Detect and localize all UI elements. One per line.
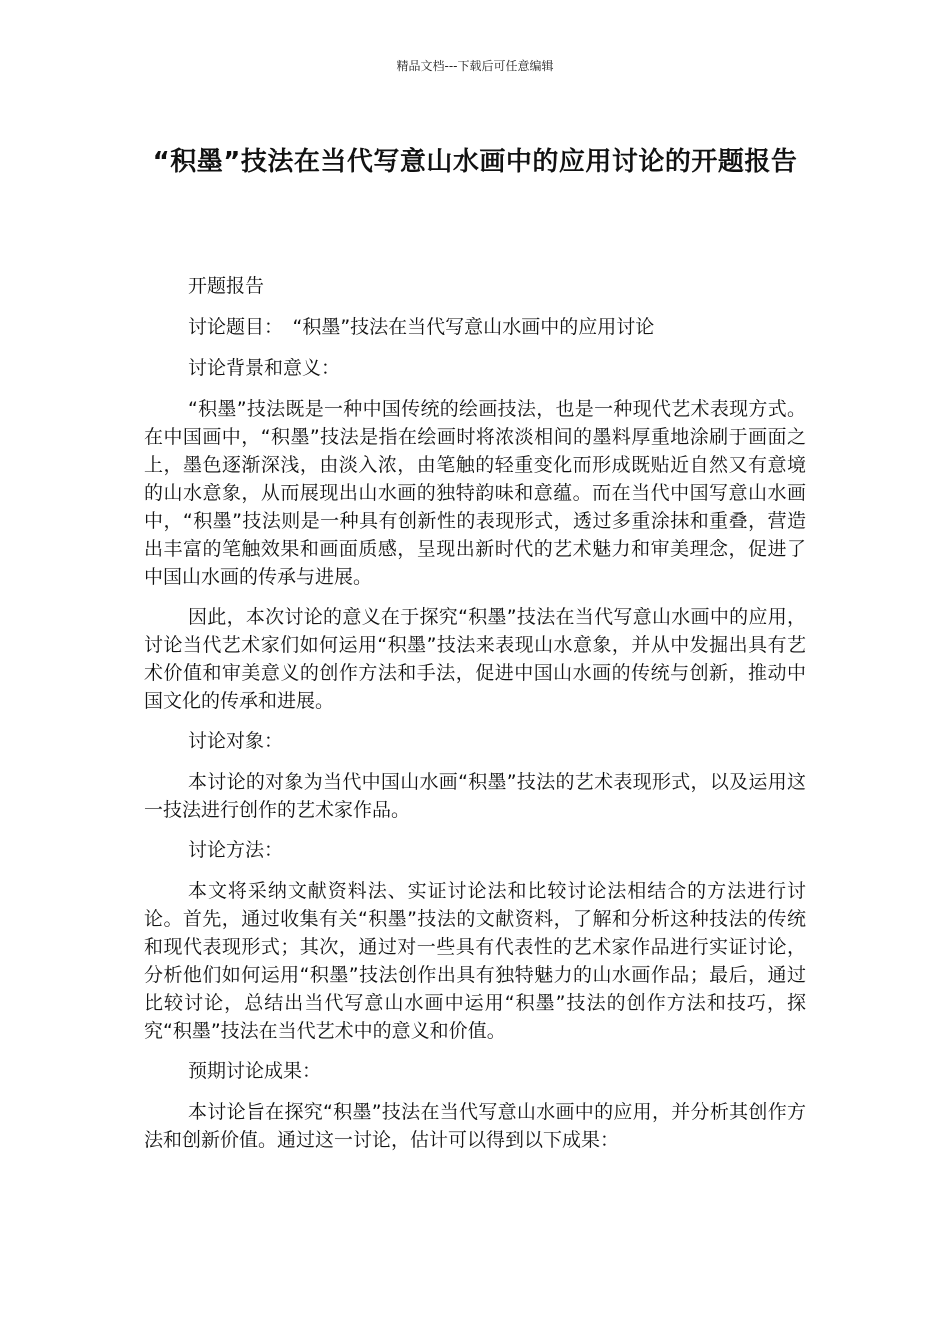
background-paragraph-1: “积墨”技法既是一种中国传统的绘画技法，也是一种现代艺术表现方式。在中国画中，“积墨”技法是指在绘画时将浓淡相间的墨料厚重地涂刷于画面之上，墨色逐渐深浅，由淡入浓，由笔触的轻重变化而形成既贴近自然又有意境的山水意象，从而展现出山水画的独特韵味和意蕴。而在当代中国写意山水画中，“积墨”技法则是一种具有创新性的表现形式，透过多重涂抹和重叠，营造出丰富的笔触效果和画面质感，呈现出新时代的艺术魅力和审美理念，促进了中国山水画的传承与进展。 bbox=[144, 398, 806, 588]
report-label: 开题报告 bbox=[188, 275, 265, 297]
object-label: 讨论对象： bbox=[188, 730, 284, 752]
object-paragraph: 本讨论的对象为当代中国山水画“积墨”技法的艺术表现形式，以及运用这一技法进行创作的艺术家作品。 bbox=[144, 771, 806, 821]
header-note: 精品文档---下载后可任意编辑 bbox=[396, 59, 554, 73]
method-paragraph: 本文将采纳文献资料法、实证讨论法和比较讨论法相结合的方法进行讨论。首先，通过收集有关“积墨”技法的文献资料，了解和分析这种技法的传统和现代表现形式；其次，通过对一些具有代表性的艺术家作品进行实证讨论，分析他们如何运用“积墨”技法创作出具有独特魅力的山水画作品；最后，通过比较讨论，总结出当代写意山水画中运用“积墨”技法的创作方法和技巧，探究“积墨”技法在当代艺术中的意义和价值。 bbox=[144, 880, 806, 1042]
results-label: 预期讨论成果： bbox=[188, 1060, 322, 1082]
background-paragraph-2: 因此，本次讨论的意义在于探究“积墨”技法在当代写意山水画中的应用，讨论当代艺术家们如何运用“积墨”技法来表现山水意象，并从中发掘出具有艺术价值和审美意义的创作方法和手法，促进中国山水画的传统与创新，推动中国文化的传承和进展。 bbox=[144, 606, 806, 712]
document-body bbox=[144, 272, 806, 1166]
topic-line: 讨论题目： “积墨”技法在当代写意山水画中的应用讨论 bbox=[188, 316, 655, 338]
background-label: 讨论背景和意义： bbox=[188, 357, 341, 379]
document-title: “积墨”技法在当代写意山水画中的应用讨论的开题报告 bbox=[152, 147, 798, 177]
method-label: 讨论方法： bbox=[188, 839, 284, 861]
results-paragraph: 本讨论旨在探究“积墨”技法在当代写意山水画中的应用，并分析其创作方法和创新价值。通过这一讨论，估计可以得到以下成果： bbox=[144, 1101, 806, 1151]
